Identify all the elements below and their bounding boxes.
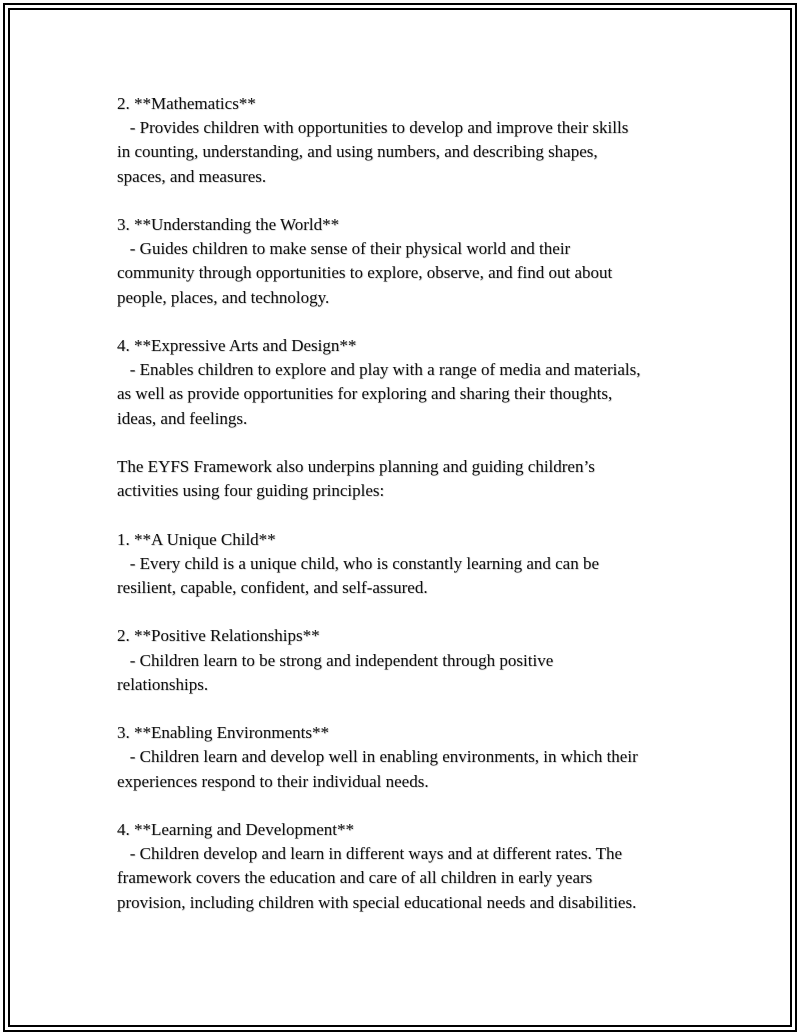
section-text-line: framework covers the education and care of all children in early years — [117, 868, 593, 888]
section-text-line: spaces, and measures. — [117, 166, 267, 186]
document-body — [117, 92, 697, 939]
section-learning-and-development — [117, 818, 697, 915]
section-positive-relationships — [117, 624, 697, 697]
section-text-line: as well as provide opportunities for exploring and sharing their thoughts, — [117, 384, 613, 404]
section-text-line: - Every child is a unique child, who is constantly learning and can be — [117, 553, 600, 573]
section-text-line: experiences respond to their individual needs. — [117, 771, 429, 791]
section-text-line: resilient, capable, confident, and self-assured. — [117, 578, 428, 597]
section-text-line: community through opportunities to explore, observe, and find out about — [117, 263, 613, 283]
paragraph-line: activities using four guiding principles: — [117, 481, 385, 501]
section-understanding-the-world — [117, 213, 697, 310]
section-text-line: people, places, and technology. — [117, 287, 330, 307]
section-enabling-environments — [117, 721, 697, 794]
paragraph-guiding-principles-intro — [117, 455, 697, 503]
section-text-line: ideas, and feelings. — [117, 408, 248, 428]
section-heading: 1. **A Unique Child** — [117, 529, 276, 549]
section-text-line: relationships. — [117, 674, 209, 694]
section-text-line: - Children develop and learn in different ways and at different rates. The — [117, 844, 623, 864]
section-text-line: in counting, understanding, and using numbers, and describing shapes, — [117, 142, 598, 162]
section-heading: 3. **Enabling Environments** — [117, 723, 330, 743]
section-heading: 4. **Learning and Development** — [117, 819, 354, 839]
section-mathematics — [117, 92, 697, 189]
section-heading: 3. **Understanding the World** — [117, 215, 340, 234]
section-expressive-arts — [117, 334, 697, 431]
paragraph-line: The EYFS Framework also underpins planning and guiding children’s — [117, 457, 595, 476]
section-heading: 2. **Positive Relationships** — [117, 626, 320, 646]
section-text-line: - Provides children with opportunities to develop and improve their skills — [117, 118, 629, 138]
section-text-line: - Guides children to make sense of their physical world and their — [117, 239, 571, 259]
section-text-line: - Enables children to explore and play with a range of media and materials, — [117, 360, 641, 380]
section-heading: 2. **Mathematics** — [117, 94, 256, 113]
section-text-line: - Children learn to be strong and independent through positive — [117, 650, 554, 670]
section-unique-child — [117, 528, 697, 601]
section-text-line: - Children learn and develop well in enabling environments, in which their — [117, 747, 638, 767]
section-heading: 4. **Expressive Arts and Design** — [117, 336, 357, 355]
section-text-line: provision, including children with special educational needs and disabilities. — [117, 892, 637, 912]
